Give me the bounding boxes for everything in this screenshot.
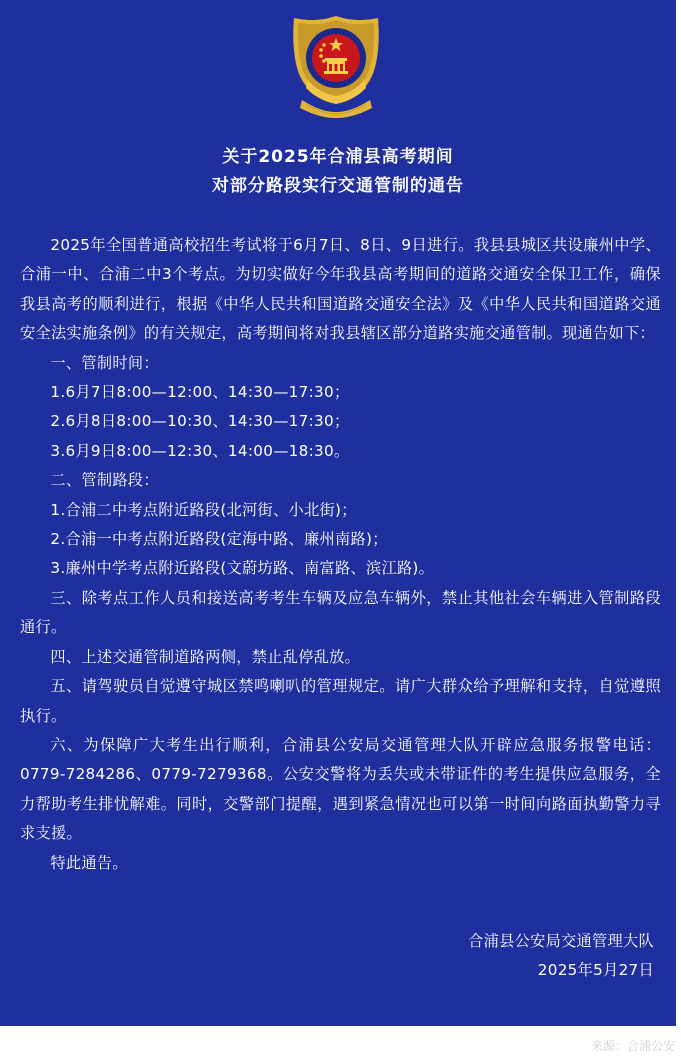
closing-paragraph: 特此通告。 (50, 853, 128, 872)
section-1-item: 3.6月9日8:00—12:30、14:00—18:30。 (50, 441, 350, 460)
section-1-heading: 一、管制时间： (50, 353, 159, 372)
section-2-item: 2.合浦一中考点附近路段(定海中路、廉州南路)； (50, 530, 388, 549)
notice-title-line-2: 对部分路段实行交通管制的通告 (212, 176, 464, 196)
section-2-heading: 二、管制路段： (50, 471, 159, 490)
intro-paragraph: 2025年全国普通高校招生考试将于6月7日、8日、9日进行。我县县城区共设廉州中学、合浦一中、合浦二中3个考点。为切实做好今年我县高考期间的道路交通安全保卫工作，确保我县高考的顺利进行，根据《中华人民共和国道路交通安全法》及《中华人民共和国道路交通安全法实施条例》的有关规定，高考期间将对我县辖区部分道路实施交通管制。现通告如下： (20, 236, 661, 343)
notice-title-line-1: 关于2025年合浦县高考期间 (222, 147, 454, 167)
section-6-paragraph: 六、为保障广大考生出行顺利，合浦县公安局交通管理大队开辟应急服务报警电话：0779-7284286、0779-7279368。公安交警将为丢失或未带证件的考生提供应急服务，全力帮助考生排忧解难。同时，交警部门提醒，遇到紧急情况也可以第一时间向路面执勤警力寻求支援。 (20, 735, 661, 843)
source-watermark: 来源：合浦公安 (590, 1039, 675, 1053)
notice-body (20, 231, 661, 878)
section-3-paragraph: 三、除考点工作人员和接送高考考生车辆及应急车辆外，禁止其他社会车辆进入管制路段通行。 (20, 588, 661, 637)
section-1-item: 1.6月7日8:00—12:00、14:30—17:30； (50, 383, 350, 402)
signature-org: 合浦县公安局交通管理大队 (468, 932, 654, 950)
police-emblem-icon (288, 14, 384, 120)
section-2-item: 3.廉州中学考点附近路段(文蔚坊路、南富路、滨江路)。 (50, 559, 435, 578)
section-2-item: 1.合浦二中考点附近路段(北河街、小北街)； (50, 500, 357, 519)
signature-date: 2025年5月27日 (537, 961, 654, 979)
section-1-item: 2.6月8日8:00—10:30、14:30—17:30； (50, 412, 350, 431)
section-4-paragraph: 四、上述交通管制道路两侧，禁止乱停乱放。 (50, 647, 361, 666)
section-5-paragraph: 五、请驾驶员自觉遵守城区禁鸣喇叭的管理规定。请广大群众给予理解和支持，自觉遵照执行。 (20, 677, 661, 725)
